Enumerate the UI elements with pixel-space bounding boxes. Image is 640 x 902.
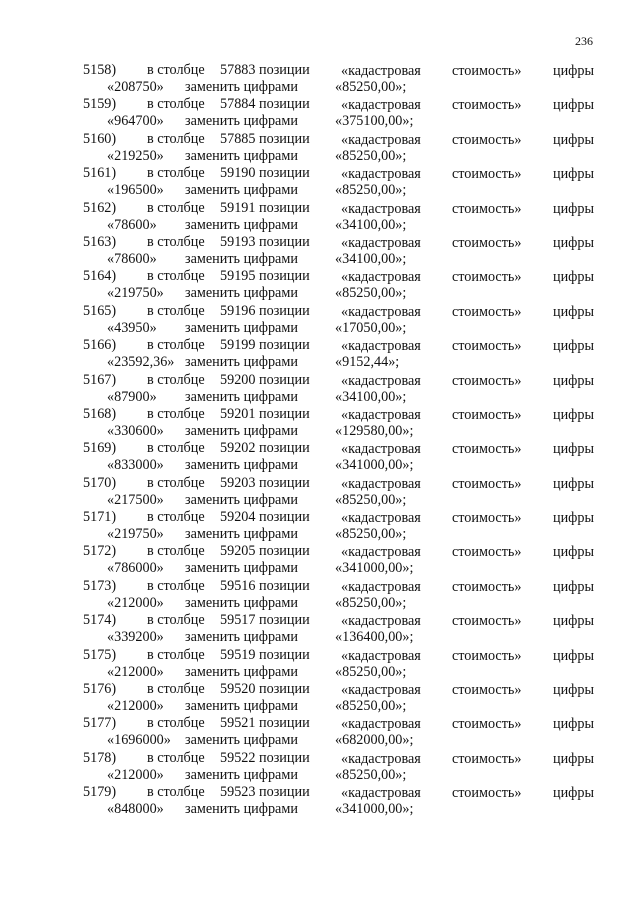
position-phrase: 59195 позиции [220, 268, 310, 285]
position-phrase: 57883 позиции [220, 62, 310, 78]
new-value: «85250,00»; [335, 182, 407, 199]
old-value: «219750» [107, 285, 164, 302]
position-phrase: 59193 позиции [220, 233, 310, 250]
value-word: стоимость» [452, 131, 522, 148]
amendment-entry [0, 507, 640, 541]
old-value: «43950» [107, 319, 157, 336]
old-value: «219750» [107, 526, 164, 543]
amendment-entry [0, 645, 640, 679]
entry-number: 5178) [83, 749, 117, 766]
replace-phrase: заменить цифрами [185, 250, 298, 267]
replace-phrase: заменить цифрами [185, 182, 298, 199]
entry-number: 5158) [83, 62, 117, 78]
digits-word: цифры [553, 647, 595, 664]
new-value: «341000,00»; [335, 801, 414, 818]
entry-number: 5159) [83, 96, 117, 113]
value-word: стоимость» [452, 234, 522, 251]
amendment-entry [0, 541, 640, 575]
entry-number: 5170) [83, 474, 117, 491]
old-value: «217500» [107, 491, 164, 508]
cadastral-word: «кадастровая [341, 682, 421, 699]
new-value: «85250,00»; [335, 698, 407, 715]
column-phrase: в столбце [147, 302, 205, 319]
old-value: «23592,36» [107, 354, 175, 371]
old-value: «212000» [107, 594, 164, 611]
cadastral-word: «кадастровая [341, 647, 421, 664]
replace-phrase: заменить цифрами [185, 801, 298, 818]
replace-phrase: заменить цифрами [185, 147, 298, 164]
cadastral-word: «кадастровая [341, 441, 421, 458]
entry-number: 5175) [83, 646, 117, 663]
new-value: «682000,00»; [335, 732, 414, 749]
position-phrase: 59201 позиции [220, 405, 310, 422]
cadastral-word: «кадастровая [341, 166, 421, 183]
old-value: «330600» [107, 422, 164, 439]
amendment-entry [0, 94, 640, 128]
entry-number: 5166) [83, 337, 117, 354]
replace-phrase: заменить цифрами [185, 526, 298, 543]
amendment-list [0, 60, 640, 817]
entry-number: 5167) [83, 371, 117, 388]
cadastral-word: «кадастровая [341, 613, 421, 630]
entry-number: 5177) [83, 715, 117, 732]
amendment-entry [0, 198, 640, 232]
column-phrase: в столбце [147, 681, 205, 698]
column-phrase: в столбце [147, 612, 205, 629]
entry-number: 5176) [83, 681, 117, 698]
amendment-entry [0, 60, 640, 94]
column-phrase: в столбце [147, 165, 205, 182]
position-phrase: 59200 позиции [220, 371, 310, 388]
amendment-entry [0, 473, 640, 507]
entry-number: 5164) [83, 268, 117, 285]
position-phrase: 59202 позиции [220, 440, 310, 457]
digits-word: цифры [553, 716, 595, 733]
column-phrase: в столбце [147, 233, 205, 250]
value-word: стоимость» [452, 338, 522, 355]
new-value: «136400,00»; [335, 629, 414, 646]
old-value: «212000» [107, 698, 164, 715]
amendment-entry [0, 438, 640, 472]
position-phrase: 57885 позиции [220, 130, 310, 147]
digits-word: цифры [553, 785, 595, 802]
new-value: «85250,00»; [335, 594, 407, 611]
amendment-entry [0, 163, 640, 197]
value-word: стоимость» [452, 372, 522, 389]
cadastral-word: «кадастровая [341, 303, 421, 320]
replace-phrase: заменить цифрами [185, 79, 298, 95]
value-word: стоимость» [452, 785, 522, 802]
digits-word: цифры [553, 544, 595, 561]
cadastral-word: «кадастровая [341, 269, 421, 286]
new-value: «34100,00»; [335, 216, 407, 233]
new-value: «34100,00»; [335, 250, 407, 267]
cadastral-word: «кадастровая [341, 510, 421, 527]
digits-word: цифры [553, 510, 595, 527]
value-word: стоимость» [452, 303, 522, 320]
cadastral-word: «кадастровая [341, 97, 421, 114]
amendment-entry [0, 610, 640, 644]
column-phrase: в столбце [147, 715, 205, 732]
column-phrase: в столбце [147, 268, 205, 285]
old-value: «196500» [107, 182, 164, 199]
column-phrase: в столбце [147, 784, 205, 801]
replace-phrase: заменить цифрами [185, 629, 298, 646]
new-value: «341000,00»; [335, 457, 414, 474]
position-phrase: 59516 позиции [220, 577, 310, 594]
cadastral-word: «кадастровая [341, 234, 421, 251]
new-value: «375100,00»; [335, 113, 414, 130]
entry-number: 5161) [83, 165, 117, 182]
position-phrase: 59204 позиции [220, 509, 310, 526]
replace-phrase: заменить цифрами [185, 388, 298, 405]
position-phrase: 59191 позиции [220, 199, 310, 216]
value-word: стоимость» [452, 166, 522, 183]
column-phrase: в столбце [147, 62, 205, 78]
new-value: «85250,00»; [335, 285, 407, 302]
cadastral-word: «кадастровая [341, 406, 421, 423]
digits-word: цифры [553, 97, 595, 114]
old-value: «208750» [107, 79, 164, 95]
digits-word: цифры [553, 338, 595, 355]
column-phrase: в столбце [147, 337, 205, 354]
old-value: «212000» [107, 766, 164, 783]
value-word: стоимость» [452, 750, 522, 767]
replace-phrase: заменить цифрами [185, 491, 298, 508]
digits-word: цифры [553, 613, 595, 630]
amendment-entry [0, 129, 640, 163]
cadastral-word: «кадастровая [341, 578, 421, 595]
entry-number: 5169) [83, 440, 117, 457]
cadastral-word: «кадастровая [341, 716, 421, 733]
old-value: «848000» [107, 801, 164, 818]
digits-word: цифры [553, 303, 595, 320]
amendment-entry [0, 782, 640, 816]
replace-phrase: заменить цифрами [185, 766, 298, 783]
replace-phrase: заменить цифрами [185, 113, 298, 130]
digits-word: цифры [553, 441, 595, 458]
page-number: 236 [575, 34, 593, 48]
old-value: «78600» [107, 250, 157, 267]
digits-word: цифры [553, 131, 595, 148]
digits-word: цифры [553, 269, 595, 286]
entry-number: 5173) [83, 577, 117, 594]
position-phrase: 59523 позиции [220, 784, 310, 801]
digits-word: цифры [553, 750, 595, 767]
amendment-entry [0, 576, 640, 610]
amendment-entry [0, 370, 640, 404]
replace-phrase: заменить цифрами [185, 560, 298, 577]
digits-word: цифры [553, 234, 595, 251]
replace-phrase: заменить цифрами [185, 457, 298, 474]
column-phrase: в столбце [147, 509, 205, 526]
new-value: «85250,00»; [335, 491, 407, 508]
entry-number: 5174) [83, 612, 117, 629]
value-word: стоимость» [452, 475, 522, 492]
new-value: «85250,00»; [335, 663, 407, 680]
column-phrase: в столбце [147, 474, 205, 491]
new-value: «9152,44»; [335, 354, 400, 371]
value-word: стоимость» [452, 544, 522, 561]
digits-word: цифры [553, 406, 595, 423]
cadastral-word: «кадастровая [341, 475, 421, 492]
value-word: стоимость» [452, 578, 522, 595]
entry-number: 5162) [83, 199, 117, 216]
replace-phrase: заменить цифрами [185, 216, 298, 233]
old-value: «78600» [107, 216, 157, 233]
value-word: стоимость» [452, 97, 522, 114]
value-word: стоимость» [452, 510, 522, 527]
position-phrase: 59203 позиции [220, 474, 310, 491]
replace-phrase: заменить цифрами [185, 354, 298, 371]
position-phrase: 59522 позиции [220, 749, 310, 766]
old-value: «786000» [107, 560, 164, 577]
old-value: «339200» [107, 629, 164, 646]
value-word: стоимость» [452, 682, 522, 699]
old-value: «1696000» [107, 732, 171, 749]
old-value: «964700» [107, 113, 164, 130]
entry-number: 5165) [83, 302, 117, 319]
amendment-entry [0, 301, 640, 335]
digits-word: цифры [553, 475, 595, 492]
replace-phrase: заменить цифрами [185, 422, 298, 439]
position-phrase: 59519 позиции [220, 646, 310, 663]
value-word: стоимость» [452, 647, 522, 664]
cadastral-word: «кадастровая [341, 544, 421, 561]
column-phrase: в столбце [147, 371, 205, 388]
value-word: стоимость» [452, 406, 522, 423]
column-phrase: в столбце [147, 646, 205, 663]
cadastral-word: «кадастровая [341, 750, 421, 767]
new-value: «85250,00»; [335, 147, 407, 164]
old-value: «212000» [107, 663, 164, 680]
position-phrase: 57884 позиции [220, 96, 310, 113]
column-phrase: в столбце [147, 749, 205, 766]
position-phrase: 59521 позиции [220, 715, 310, 732]
position-phrase: 59205 позиции [220, 543, 310, 560]
position-phrase: 59199 позиции [220, 337, 310, 354]
entry-number: 5160) [83, 130, 117, 147]
replace-phrase: заменить цифрами [185, 663, 298, 680]
column-phrase: в столбце [147, 130, 205, 147]
entry-number: 5168) [83, 405, 117, 422]
value-word: стоимость» [452, 613, 522, 630]
cadastral-word: «кадастровая [341, 200, 421, 217]
replace-phrase: заменить цифрами [185, 594, 298, 611]
digits-word: цифры [553, 372, 595, 389]
digits-word: цифры [553, 166, 595, 183]
value-word: стоимость» [452, 200, 522, 217]
replace-phrase: заменить цифрами [185, 732, 298, 749]
amendment-entry [0, 679, 640, 713]
position-phrase: 59190 позиции [220, 165, 310, 182]
amendment-entry [0, 748, 640, 782]
digits-word: цифры [553, 682, 595, 699]
new-value: «34100,00»; [335, 388, 407, 405]
amendment-entry [0, 266, 640, 300]
cadastral-word: «кадастровая [341, 63, 421, 79]
value-word: стоимость» [452, 269, 522, 286]
column-phrase: в столбце [147, 405, 205, 422]
cadastral-word: «кадастровая [341, 131, 421, 148]
entry-number: 5179) [83, 784, 117, 801]
new-value: «85250,00»; [335, 766, 407, 783]
position-phrase: 59520 позиции [220, 681, 310, 698]
column-phrase: в столбце [147, 543, 205, 560]
column-phrase: в столбце [147, 440, 205, 457]
old-value: «833000» [107, 457, 164, 474]
amendment-entry [0, 713, 640, 747]
cadastral-word: «кадастровая [341, 785, 421, 802]
digits-word: цифры [553, 200, 595, 217]
old-value: «87900» [107, 388, 157, 405]
new-value: «17050,00»; [335, 319, 407, 336]
value-word: стоимость» [452, 441, 522, 458]
new-value: «341000,00»; [335, 560, 414, 577]
column-phrase: в столбце [147, 199, 205, 216]
value-word: стоимость» [452, 716, 522, 733]
column-phrase: в столбце [147, 577, 205, 594]
new-value: «85250,00»; [335, 526, 407, 543]
replace-phrase: заменить цифрами [185, 285, 298, 302]
new-value: «129580,00»; [335, 422, 414, 439]
column-phrase: в столбце [147, 96, 205, 113]
entry-number: 5172) [83, 543, 117, 560]
amendment-entry [0, 335, 640, 369]
cadastral-word: «кадастровая [341, 338, 421, 355]
amendment-entry [0, 232, 640, 266]
amendment-entry [0, 404, 640, 438]
position-phrase: 59196 позиции [220, 302, 310, 319]
cadastral-word: «кадастровая [341, 372, 421, 389]
old-value: «219250» [107, 147, 164, 164]
entry-number: 5171) [83, 509, 117, 526]
digits-word: цифры [553, 63, 595, 79]
digits-word: цифры [553, 578, 595, 595]
new-value: «85250,00»; [335, 79, 407, 95]
replace-phrase: заменить цифрами [185, 319, 298, 336]
replace-phrase: заменить цифрами [185, 698, 298, 715]
position-phrase: 59517 позиции [220, 612, 310, 629]
value-word: стоимость» [452, 63, 522, 79]
entry-number: 5163) [83, 233, 117, 250]
